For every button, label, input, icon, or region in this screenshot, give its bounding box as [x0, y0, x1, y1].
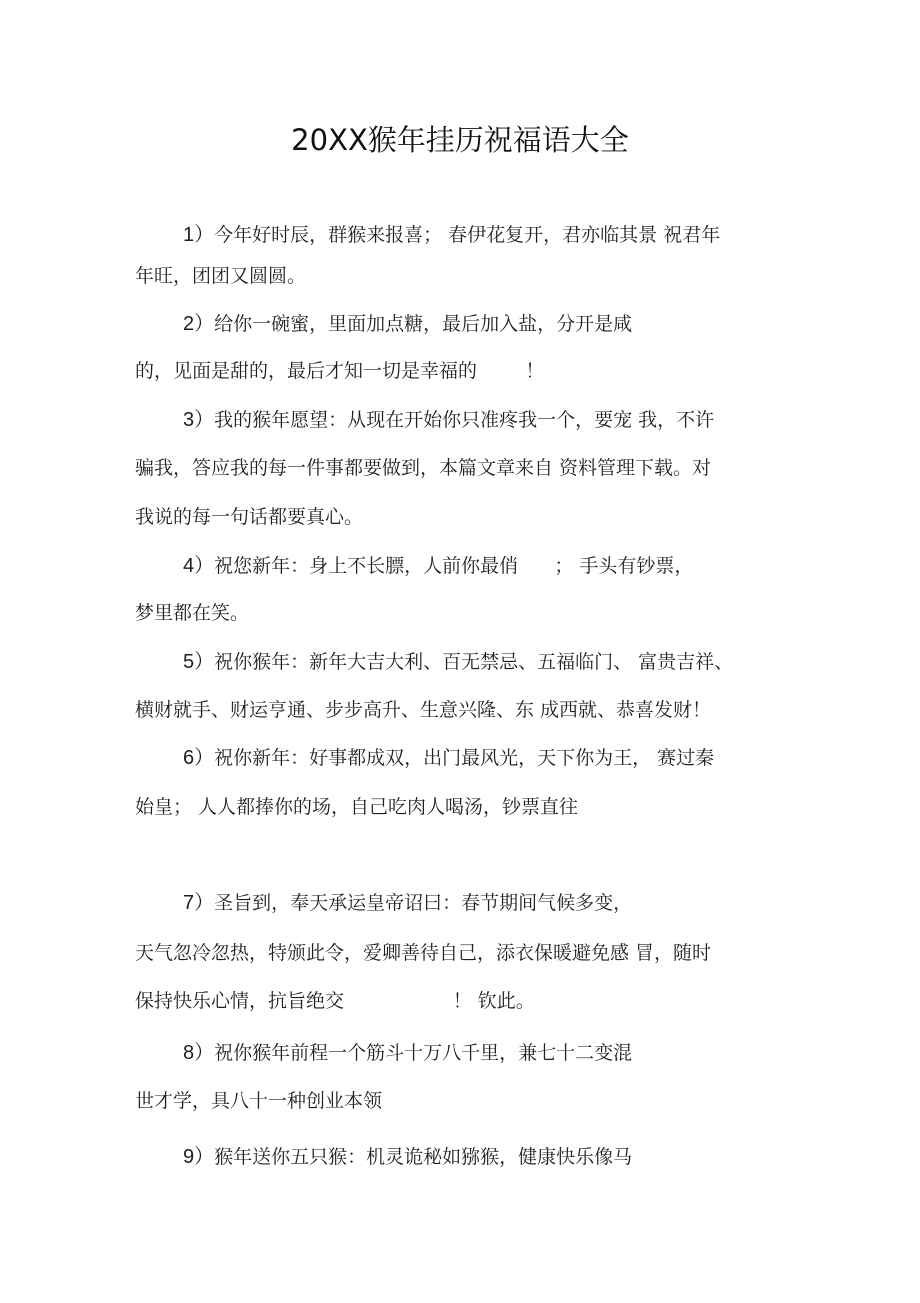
- item-number: 2）: [183, 313, 215, 335]
- paragraph-8-line-2: 世才学，具八十一种创业本领: [135, 1090, 383, 1112]
- paragraph-6-line-2: 始皇； 人人都捧你的场，自己吃肉人喝汤，钞票直往: [135, 796, 579, 818]
- paragraph-3-line-3: 我说的每一句话都要真心。: [135, 506, 364, 528]
- item-number: 3）: [183, 409, 215, 431]
- paragraph-text: 圣旨到，奉天承运皇帝诏曰：春节期间气候多变，: [214, 892, 633, 914]
- paragraph-3-line-1: [183, 407, 714, 433]
- paragraph-text: 祝你新年：好事都成双，出门最风光，天下你为王， 赛过秦: [214, 747, 715, 769]
- paragraph-2-line-1: [183, 311, 632, 337]
- paragraph-1-line-2: 年旺，团团又圆圆。: [135, 265, 307, 287]
- paragraph-6-line-1: [183, 745, 714, 771]
- item-number: 6）: [183, 747, 215, 769]
- paragraph-3-line-2: 骗我，答应我的每一件事都要做到，本篇文章来自 资料管理下载。对: [135, 457, 712, 479]
- paragraph-5-line-2: 横财就手、财运亨通、步步高升、生意兴隆、东 成西就、恭喜发财！: [135, 699, 712, 721]
- item-number: 1）: [183, 224, 215, 246]
- paragraph-text: 今年好时辰，群猴来报喜； 春伊花复开，君亦临其景 祝君年: [214, 224, 721, 246]
- paragraph-text: 祝你猴年：新年大吉大利、百无禁忌、五福临门、 富贵吉祥、: [214, 651, 734, 673]
- paragraph-text: 我的猴年愿望：从现在开始你只准疼我一个，要宠 我，不许: [214, 409, 715, 431]
- paragraph-text: 祝你猴年前程一个筋斗十万八千里，兼七十二变混: [214, 1042, 633, 1064]
- paragraph-4-line-1: [183, 553, 693, 579]
- paragraph-7-line-1: [183, 890, 632, 916]
- item-number: 9）: [183, 1146, 215, 1168]
- paragraph-4-line-2: 梦里都在笑。: [135, 602, 250, 624]
- paragraph-9-line-1: [183, 1144, 632, 1170]
- item-number: 5）: [183, 651, 215, 673]
- item-number: 7）: [183, 892, 215, 914]
- paragraph-8-line-1: [183, 1040, 632, 1066]
- paragraph-1-line-1: [183, 222, 720, 248]
- paragraph-text: 猴年送你五只猴：机灵诡秘如猕猴，健康快乐像马: [214, 1146, 633, 1168]
- paragraph-7-line-2: 天气忽冷忽热，特颁此令，爱卿善待自己，添衣保暖避免感 冒，随时: [135, 942, 712, 964]
- paragraph-text: 祝您新年：身上不长膘，人前你最俏 ； 手头有钞票，: [214, 555, 694, 577]
- page-title: 20XX猴年挂历祝福语大全: [291, 123, 629, 157]
- paragraph-2-line-2: 的，见面是甜的，最后才知一切是幸福的 ！: [135, 360, 545, 382]
- item-number: 4）: [183, 555, 215, 577]
- paragraph-7-line-3: 保持快乐心情，抗旨绝交 ！ 钦此。: [135, 990, 535, 1012]
- item-number: 8）: [183, 1042, 215, 1064]
- paragraph-5-line-1: [183, 649, 733, 675]
- paragraph-text: 给你一碗蜜，里面加点糖，最后加入盐，分开是咸: [214, 313, 633, 335]
